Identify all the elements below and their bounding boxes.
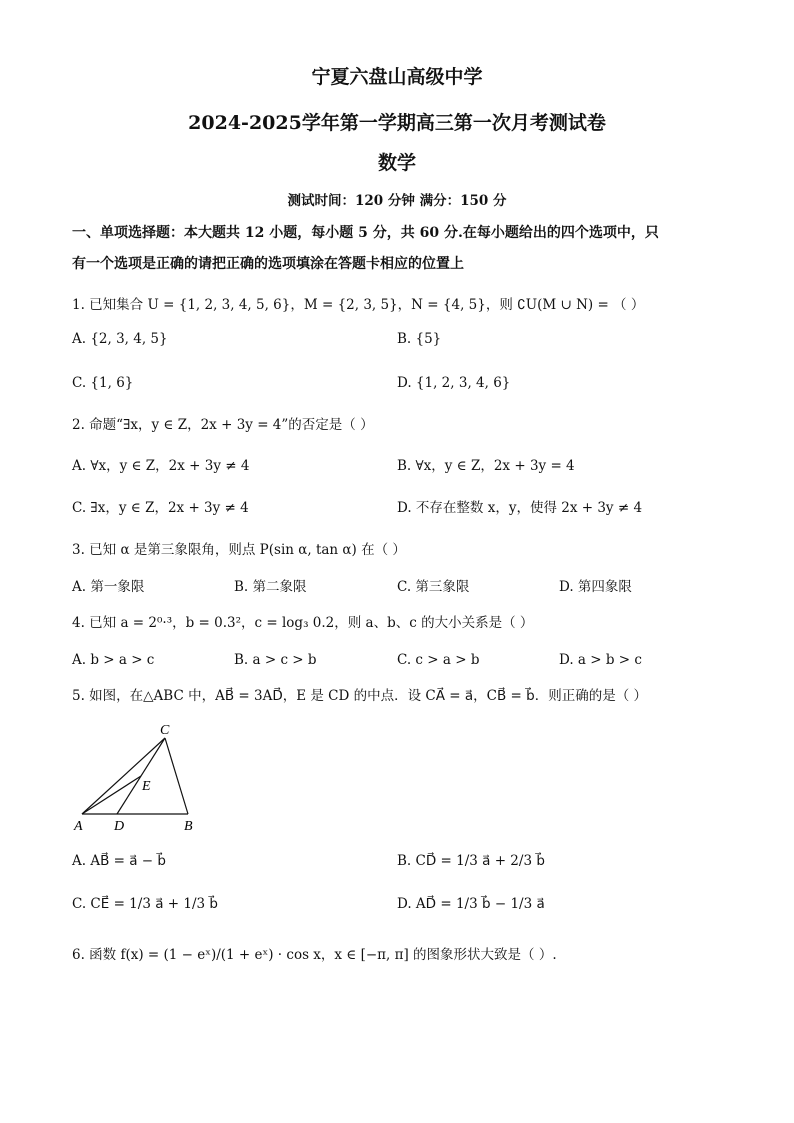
- section-instructions-line1: 一、单项选择题：本大题共 12 小题，每小题 5 分，共 60 分.在每小题给出的四个选项中，只: [72, 225, 659, 241]
- question-5-stem: 5. 如图，在△ABC 中，AB⃗ = 3AD⃗，E 是 CD 的中点．设 CA⃗ = a⃗，CB⃗ = b⃗．则正确的是（ ）: [72, 688, 647, 704]
- label-d: D: [114, 819, 125, 834]
- exam-info: 测试时间：120 分钟 满分：150 分: [287, 193, 507, 209]
- label-b: B: [184, 819, 193, 834]
- question-2-option-b: B. ∀x，y ∈ Z，2x + 3y = 4: [397, 458, 575, 474]
- question-5-option-a: A. AB⃗ = a⃗ − b⃗: [72, 853, 166, 869]
- segment-ae: [82, 776, 141, 814]
- label-a: A: [74, 819, 83, 834]
- question-4-option-a: A. b > a > c: [72, 652, 155, 668]
- question-2-option-a: A. ∀x，y ∈ Z，2x + 3y ≠ 4: [72, 458, 250, 474]
- question-1-option-a: A. {2, 3, 4, 5}: [72, 331, 168, 347]
- question-1-option-b: B. {5}: [397, 331, 442, 347]
- question-1-option-d: D. {1, 2, 3, 4, 6}: [397, 375, 511, 391]
- question-4-stem: 4. 已知 a = 2⁰·³，b = 0.3²，c = log₃ 0.2，则 a、b、c 的大小关系是（ ）: [72, 615, 534, 631]
- question-5-option-b: B. CD⃗ = 1/3 a⃗ + 2/3 b⃗: [397, 853, 545, 869]
- question-4-option-b: B. a > c > b: [234, 652, 317, 668]
- question-3-stem: 3. 已知 α 是第三象限角，则点 P(sin α, tan α) 在（ ）: [72, 542, 406, 558]
- question-3-option-b: B. 第二象限: [234, 579, 307, 595]
- label-e: E: [142, 779, 151, 794]
- question-3-option-a: A. 第一象限: [72, 579, 145, 595]
- triangle-figure: [70, 720, 210, 835]
- section-instructions-line2: 有一个选项是正确的请把正确的选项填涂在答题卡相应的位置上: [72, 256, 464, 272]
- question-2-option-d: D. 不存在整数 x，y，使得 2x + 3y ≠ 4: [397, 500, 643, 516]
- question-3-option-c: C. 第三象限: [397, 579, 470, 595]
- question-4-option-c: C. c > a > b: [397, 652, 480, 668]
- question-5-option-d: D. AD⃗ = 1/3 b⃗ − 1/3 a⃗: [397, 896, 545, 912]
- question-1-stem: 1. 已知集合 U = {1, 2, 3, 4, 5, 6}，M = {2, 3, 5}，N = {4, 5}，则 ∁U(M ∪ N) = （ ）: [72, 297, 645, 313]
- exam-title: 2024-2025学年第一学期高三第一次月考测试卷: [188, 112, 606, 134]
- question-1-option-c: C. {1, 6}: [72, 375, 134, 391]
- question-2-option-c: C. ∃x，y ∈ Z，2x + 3y ≠ 4: [72, 500, 249, 516]
- question-2-stem: 2. 命题“∃x，y ∈ Z，2x + 3y = 4”的否定是（ ）: [72, 417, 374, 433]
- question-5-option-c: C. CE⃗ = 1/3 a⃗ + 1/3 b⃗: [72, 896, 218, 912]
- question-4-option-d: D. a > b > c: [559, 652, 642, 668]
- question-3-option-d: D. 第四象限: [559, 579, 632, 595]
- label-c: C: [160, 723, 170, 738]
- subject-title: 数学: [377, 152, 416, 174]
- question-6-stem: 6. 函数 f(x) = (1 − eˣ)/(1 + eˣ) · cos x，x ∈ [−π, π] 的图象形状大致是（ ）.: [72, 947, 557, 963]
- school-title: 宁夏六盘山高级中学: [311, 66, 483, 88]
- segment-cb: [165, 738, 188, 814]
